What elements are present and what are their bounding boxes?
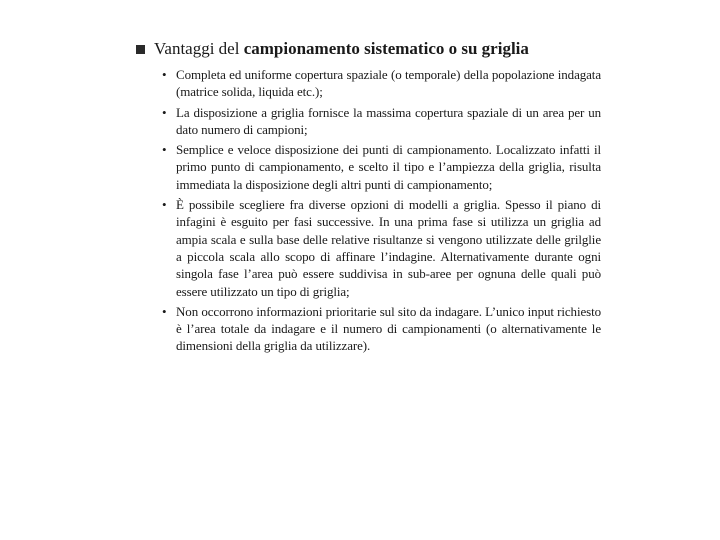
list-item [160,66,601,101]
list-item [160,196,601,300]
bullet-dot-icon: • [162,104,167,120]
section-heading [136,39,636,59]
bullet-dot-icon: • [162,142,167,158]
heading-bold-text: campionamento sistematico o su griglia [243,39,529,58]
bullet-dot-icon: • [162,67,167,82]
list-item-text: Semplice e veloce disposizione dei punti di campionamento. Localizzato infatti il primo punto di campionamento, e scelto il tipo e l’ampiezza della griglia, risulta immediata la disposizione degli altri punti di campionamento; [176,142,601,192]
bullet-dot-icon: • [162,197,167,213]
list-item-text: Non occorrono informazioni prioritarie sul sito da indagare. L’unico input richiesto è l’area totale da indagare e il numero di campionamenti (o alternativamente le dimensioni della griglia da utilizzare). [176,303,601,354]
list-item [160,303,601,355]
heading-text [154,39,529,59]
list-item [160,141,601,193]
list-item-text: La disposizione a griglia fornisce la massima copertura spaziale di un area per un dato numero di campioni; [176,104,601,137]
list-item-text: Completa ed uniforme copertura spaziale (o temporale) della popolazione indagata (matrice solida, liquida etc.); [176,67,601,100]
advantages-list [160,66,601,358]
square-bullet-icon [136,45,145,54]
bullet-dot-icon: • [162,303,167,319]
list-item-text: È possibile scegliere fra diverse opzioni di modelli a griglia. Spesso il piano di infagini è esguito per fasi successive. In una prima fase si utilizza un griglia ad ampia scala e sulla base delle relative risultanze si vengono utilizzate delle grilglie a piccola scala allo scopo di affinare l’indagine. Alternativamente durante ogni singola fase l’area può essere suddivisa in sub-aree per ognuna delle quali può essere utilizzato un tipo di griglia; [176,197,601,299]
list-item [160,104,601,139]
heading-prefix: Vantaggi del [154,39,244,58]
